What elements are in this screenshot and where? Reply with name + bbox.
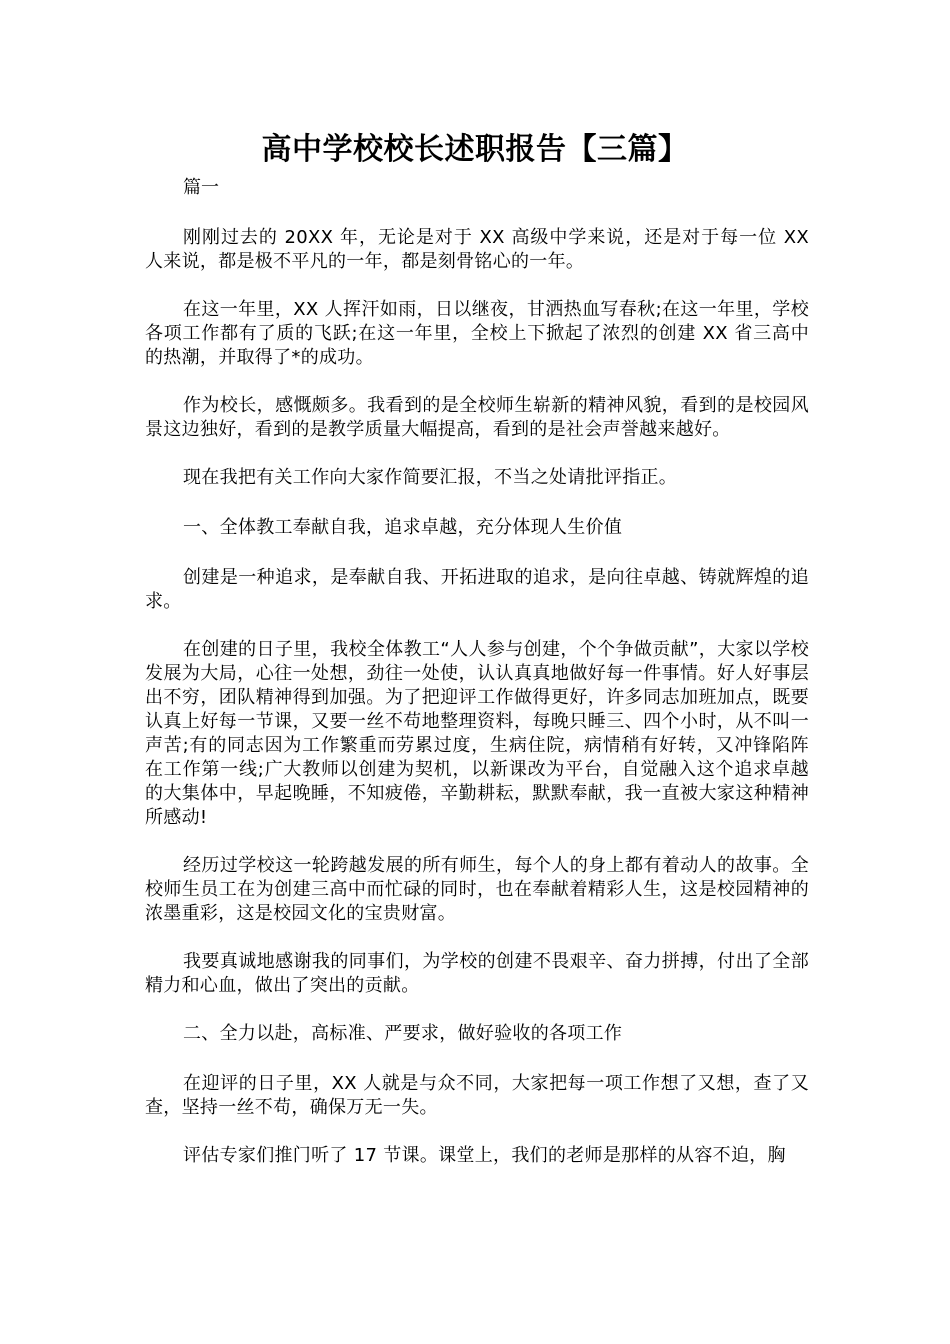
paragraph: 在这一年里，XX 人挥汗如雨，日以继夜，甘洒热血写春秋;在这一年里，学校各项工作都有了质的飞跃;在这一年里，全校上下掀起了浓烈的创建 XX 省三高中的热潮，并取得了*的成功。: [145, 299, 809, 368]
document-title: 高中学校校长述职报告【三篇】: [261, 132, 689, 167]
paragraph: 在创建的日子里，我校全体教工“人人参与创建，个个争做贡献”，大家以学校发展为大局，心往一处想，劲往一处使，认认真真地做好每一件事情。好人好事层出不穷，团队精神得到加强。为了把迎评工作做得更好，许多同志加班加点，既要认真上好每一节课，又要一丝不苟地整理资料，每晚只睡三、四个小时，从不叫一声苦;有的同志因为工作繁重而劳累过度，生病住院，病情稍有好转，又冲锋陷阵在工作第一线;广大教师以创建为契机，以新课改为平台，自觉融入这个追求卓越的大集体中，早起晚睡，不知疲倦，辛勤耕耘，默默奉献，我一直被大家这种精神所感动!: [145, 639, 809, 828]
paragraph: 刚刚过去的 20XX 年，无论是对于 XX 高级中学来说，还是对于每一位 XX 人来说，都是极不平凡的一年，都是刻骨铭心的一年。: [145, 227, 809, 272]
section-heading: 二、全力以赴，高标准、严要求，做好验收的各项工作: [183, 1023, 623, 1044]
paragraph: 评估专家们推门听了 17 节课。课堂上，我们的老师是那样的从容不迫，胸: [183, 1145, 786, 1166]
paragraph: 现在我把有关工作向大家作简要汇报，不当之处请批评指正。: [183, 467, 678, 488]
section-label: 篇一: [183, 177, 219, 198]
paragraph: 经历过学校这一轮跨越发展的所有师生，每个人的身上都有着动人的故事。全校师生员工在为创建三高中而忙碌的同时，也在奉献着精彩人生，这是校园精神的浓墨重彩，这是校园文化的宝贵财富。: [145, 855, 809, 924]
section-heading: 一、全体教工奉献自我，追求卓越，充分体现人生价值: [183, 517, 623, 538]
document-body: [145, 226, 809, 1192]
paragraph: 我要真诚地感谢我的同事们，为学校的创建不畏艰辛、奋力拼搏，付出了全部精力和心血，做出了突出的贡献。: [145, 951, 809, 996]
paragraph: 作为校长，感慨颇多。我看到的是全校师生崭新的精神风貌，看到的是校园风景这边独好，看到的是教学质量大幅提高，看到的是社会声誉越来越好。: [145, 395, 809, 440]
paragraph: 创建是一种追求，是奉献自我、开拓进取的追求，是向往卓越、铸就辉煌的追求。: [145, 567, 809, 612]
paragraph: 在迎评的日子里，XX 人就是与众不同，大家把每一项工作想了又想，查了又查，坚持一丝不苟，确保万无一失。: [145, 1073, 809, 1118]
